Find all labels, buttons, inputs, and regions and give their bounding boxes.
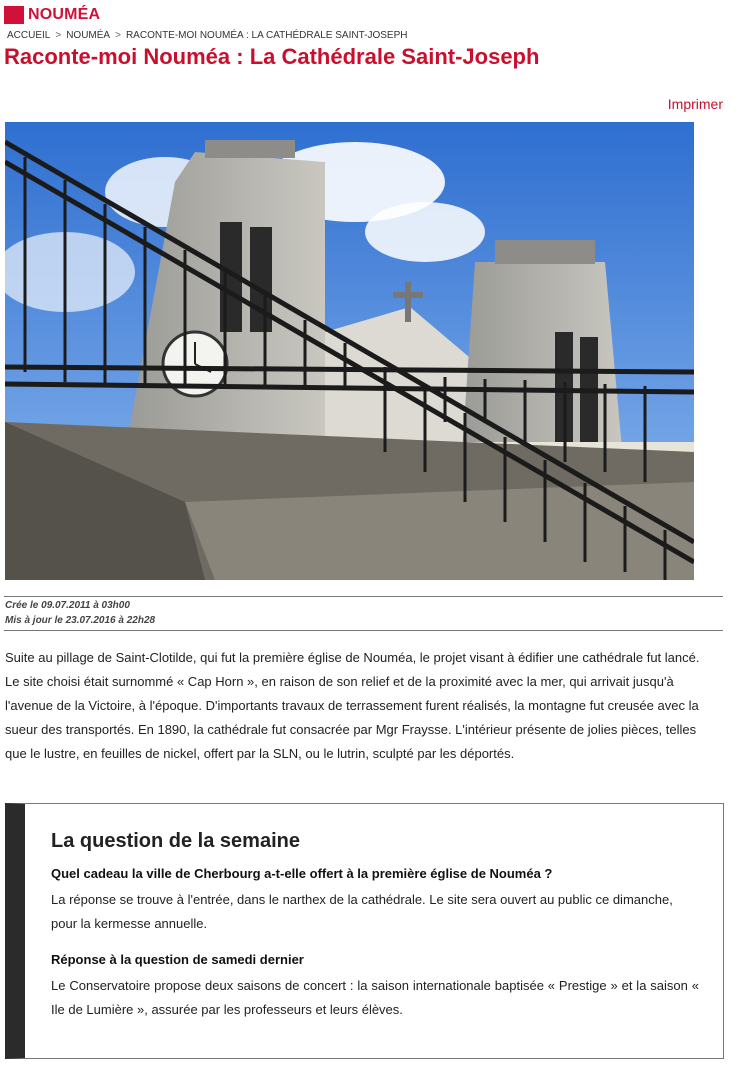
created-date: Crée le 09.07.2011 à 03h00 bbox=[5, 600, 130, 611]
breadcrumb-separator: > bbox=[55, 30, 62, 41]
print-link[interactable]: Imprimer bbox=[667, 96, 723, 112]
breadcrumb-separator: > bbox=[115, 30, 121, 41]
section-label-text: NOUMÉA bbox=[28, 6, 101, 23]
question-title: Quel cadeau la ville de Cherbourg a-t-elle offert à la première église de Nouméa ? bbox=[51, 866, 553, 881]
breadcrumb-current: RACONTE-MOI NOUMÉA : LA CATHÉDRALE SAINT-JOSEPH bbox=[125, 30, 408, 41]
breadcrumb-section[interactable]: NOUMÉA bbox=[66, 30, 111, 41]
meta-bottom-divider bbox=[4, 630, 723, 631]
hero-image bbox=[5, 122, 694, 580]
section-label[interactable] bbox=[4, 5, 100, 25]
question-box bbox=[5, 803, 724, 1059]
answer-title: Réponse à la question de samedi dernier bbox=[51, 952, 304, 967]
question-heading: La question de la semaine bbox=[51, 830, 300, 852]
meta-top-divider bbox=[4, 596, 723, 597]
breadcrumb bbox=[7, 30, 407, 41]
breadcrumb-home[interactable]: ACCUEIL bbox=[7, 30, 51, 41]
article-body: Suite au pillage de Saint-Clotilde, qui fut la première église de Nouméa, le projet visant à édifier une cathédrale fut lancé. Le site choisi était surnommé « Cap Horn », en raison de son relief et de la proximité avec la mer, qui arrivait jusqu'à l'avenue de la Victoire, à l'époque. D'importants travaux de terrassement furent réalisés, la montagne fut creusée avec la sueur des transportés. En 1890, la cathédrale fut consacrée par Mgr Fraysse. L'intérieur présente de jolies pièces, telles que le lustre, en feuilles de nickel, offert par la SLN, ou le lutrin, sculpté par les déportés. bbox=[5, 650, 700, 761]
section-square-icon bbox=[4, 6, 24, 24]
question-text: La réponse se trouve à l'entrée, dans le narthex de la cathédrale. Le site sera ouvert au public ce dimanche, pour la kermesse annuelle. bbox=[51, 892, 673, 931]
cathedral-photo bbox=[5, 122, 694, 580]
updated-date: Mis à jour le 23.07.2016 à 22h28 bbox=[5, 615, 156, 626]
page-title: Raconte-moi Nouméa : La Cathédrale Saint-Joseph bbox=[4, 44, 540, 69]
answer-text: Le Conservatoire propose deux saisons de concert : la saison internationale baptisée « Prestige » et la saison « Ile de Lumière », assurée par les professeurs et leurs élèves. bbox=[51, 978, 699, 1017]
